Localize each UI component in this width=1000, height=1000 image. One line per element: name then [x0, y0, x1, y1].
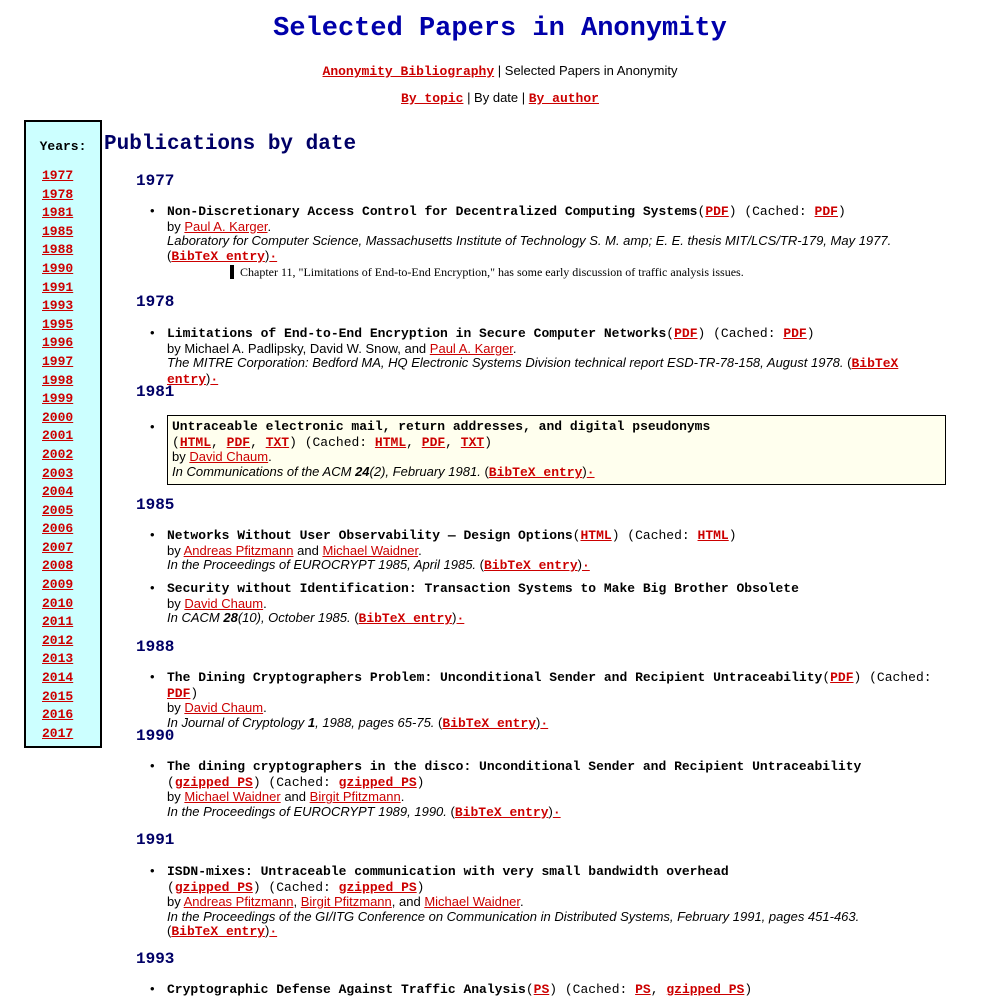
paren: ( [167, 879, 175, 895]
paper-entry [150, 528, 950, 574]
publications-heading: Publications by date [104, 133, 357, 156]
paper-title: The dining cryptographers in the disco: Unconditional Sender and Recipient Untraceability [167, 759, 862, 774]
author-link[interactable]: Birgit Pfitzmann [300, 894, 392, 910]
year-link-1990[interactable]: 1990 [42, 260, 74, 276]
paper-title: Non-Discretionary Access Control for Decentralized Computing Systems [167, 204, 698, 219]
cached-label: ) (Cached: [252, 879, 331, 895]
paper-entry [150, 982, 950, 998]
venue: The MITRE Corporation: Bedford MA, HQ Electronic Systems Division technical report ESD-TR-78-158, August 1978. [167, 355, 844, 371]
bullet: • [150, 669, 155, 684]
year-heading-1991: 1991 [136, 831, 175, 849]
by-label: by [172, 449, 186, 465]
txt-link[interactable]: TXT [265, 434, 290, 450]
period: . [263, 595, 267, 611]
years-heading: Years: [39, 139, 87, 154]
author-link[interactable]: Andreas Pfitzmann [183, 894, 294, 910]
year-link-2011[interactable]: 2011 [42, 614, 74, 630]
author-link[interactable]: Michael Waidner [424, 894, 520, 910]
year-link-1991[interactable]: 1991 [42, 279, 74, 295]
bullet: • [150, 758, 155, 773]
author-link[interactable]: David Chaum [184, 700, 264, 716]
year-link-1978[interactable]: 1978 [42, 186, 74, 202]
volume: 28 [223, 610, 238, 626]
year-link-1993[interactable]: 1993 [42, 298, 74, 314]
year-heading-1988: 1988 [136, 638, 175, 656]
by-date-current: | By date | [467, 90, 526, 105]
venue: Laboratory for Computer Science, Massachusetts Institute of Technology S. M. amp; E. E. thesis MIT/LCS/TR-179, May 1977. [167, 233, 892, 249]
comma: , [250, 434, 258, 450]
paren: ( [572, 528, 581, 543]
year-link-1977[interactable]: 1977 [42, 168, 74, 183]
comma: , [211, 434, 219, 450]
paren: ) [452, 610, 457, 626]
paren: ) [264, 923, 270, 939]
paren: ) [206, 370, 211, 386]
comma: , [650, 982, 659, 997]
comma: , [406, 434, 414, 450]
page-title: Selected Papers in Anonymity [273, 14, 727, 44]
paren: ) [837, 204, 846, 219]
author-link[interactable]: Michael Waidner [184, 789, 281, 805]
anchor-link[interactable]: · [269, 924, 278, 940]
bullet: • [150, 203, 155, 218]
cached-gzipped-ps-link[interactable]: gzipped PS [338, 774, 417, 790]
cached-ps-link[interactable]: PS [635, 982, 651, 997]
cached-label: ) (Cached: [853, 670, 932, 685]
year-link-2013[interactable]: 2013 [42, 651, 74, 667]
year-link-1988[interactable]: 1988 [42, 242, 74, 258]
paper-title: The Dining Cryptographers Problem: Unconditional Sender and Recipient Untraceability [167, 670, 823, 685]
view-nav [0, 90, 1000, 106]
by-author-link[interactable]: By author [528, 91, 599, 106]
year-link-2001[interactable]: 2001 [42, 428, 74, 444]
year-link-list [42, 166, 73, 742]
venue: In the Proceedings of EUROCRYPT 1989, 1990. [167, 803, 447, 819]
year-link-2015[interactable]: 2015 [42, 688, 74, 704]
paren: ( [167, 774, 175, 790]
author-link[interactable]: Andreas Pfitzmann [183, 542, 294, 558]
bibtex-link[interactable]: BibTeX entry [167, 356, 899, 387]
cached-label: ) (Cached: [549, 982, 628, 997]
paren: ( [847, 355, 852, 371]
breadcrumb [0, 63, 1000, 79]
year-link-2014[interactable]: 2014 [42, 670, 74, 686]
cached-label: ) (Cached: [611, 528, 690, 543]
year-link-1999[interactable]: 1999 [42, 391, 74, 407]
venue [167, 715, 434, 730]
period: . [400, 789, 405, 805]
cached-label: ) (Cached: [252, 774, 331, 790]
cached-html-link[interactable]: HTML [374, 434, 407, 450]
paper-entry [150, 415, 950, 485]
venue-text: In Communications of the ACM [172, 463, 352, 479]
paper-title: Limitations of End-to-End Encryption in Secure Computer Networks [167, 326, 667, 341]
bibtex-link[interactable]: BibTeX entry [442, 715, 537, 731]
venue: In the Proceedings of EUROCRYPT 1985, April 1985. [167, 557, 477, 573]
highlighted-paper-box [167, 415, 946, 485]
paren: ) [416, 879, 425, 895]
paren: ( [822, 670, 831, 685]
paren: ) [190, 685, 199, 701]
paren: ( [354, 610, 359, 626]
paper-title: Networks Without User Observability — Design Options [167, 528, 573, 543]
year-link-2016[interactable]: 2016 [42, 707, 74, 723]
years-sidebar [24, 120, 102, 748]
paper-title: Cryptographic Defense Against Traffic Analysis [167, 982, 526, 997]
author-link[interactable]: Paul A. Karger [429, 340, 513, 356]
and-label: and [297, 542, 319, 558]
year-heading-1978: 1978 [136, 293, 175, 311]
year-link-1996[interactable]: 1996 [42, 335, 74, 351]
year-link-1997[interactable]: 1997 [42, 353, 74, 369]
html-link[interactable]: HTML [179, 434, 212, 450]
paper-entry [150, 864, 950, 940]
paren: ( [438, 714, 443, 730]
pdf-link[interactable]: PDF [830, 670, 854, 685]
paren: ( [479, 557, 484, 573]
paper-entry [150, 326, 950, 387]
author-link[interactable]: David Chaum [189, 449, 269, 465]
pdf-link[interactable]: PDF [705, 204, 729, 219]
venue-text: In Journal of Cryptology [167, 714, 305, 730]
year-link-1995[interactable]: 1995 [42, 316, 74, 332]
year-link-2009[interactable]: 2009 [42, 577, 74, 593]
anchor-link[interactable]: · [456, 611, 465, 627]
bibtex-link[interactable]: BibTeX entry [484, 558, 578, 574]
bibtex-link[interactable]: BibTeX entry [171, 248, 265, 264]
pdf-link[interactable]: PDF [674, 326, 698, 341]
anchor-link[interactable]: · [540, 715, 549, 731]
paper-title: Security without Identification: Transaction Systems to Make Big Brother Obsolete [167, 581, 799, 596]
paper-entry [150, 581, 950, 627]
paren: ( [666, 326, 675, 341]
by-label: by [167, 700, 181, 716]
by-label: by [167, 218, 181, 234]
anonymity-bibliography-link[interactable]: Anonymity Bibliography [322, 64, 495, 79]
year-link-2006[interactable]: 2006 [42, 521, 74, 537]
cached-txt-link[interactable]: TXT [460, 434, 485, 450]
paren: ( [167, 247, 172, 263]
bibtex-link[interactable]: BibTeX entry [171, 924, 265, 940]
venue-text: , 1988, pages 65-75. [315, 714, 435, 730]
paren: ) [577, 557, 582, 573]
period: . [519, 894, 524, 910]
year-link-2002[interactable]: 2002 [42, 446, 74, 462]
cached-html-link[interactable]: HTML [697, 528, 729, 543]
anchor-link[interactable]: · [586, 464, 595, 480]
paren: ( [484, 463, 489, 479]
cached-label: ) (Cached: [728, 204, 807, 219]
paren: ) [806, 326, 815, 341]
period: . [267, 218, 272, 234]
breadcrumb-current: | Selected Papers in Anonymity [497, 63, 678, 78]
paren: ) [744, 982, 753, 997]
venue-text: (10), October 1985. [237, 610, 351, 626]
paper-entry [150, 670, 950, 731]
comma: , [445, 434, 453, 450]
paren: ) [484, 434, 493, 450]
cached-gzipped-ps-link[interactable]: gzipped PS [666, 982, 745, 997]
and-label: and [284, 789, 307, 805]
author-link[interactable]: David Chaum [184, 595, 264, 611]
pdf-link[interactable]: PDF [226, 434, 251, 450]
paper-entry [150, 759, 950, 820]
ps-link[interactable]: PS [533, 982, 550, 997]
bullet: • [150, 325, 155, 340]
year-heading-1981: 1981 [136, 383, 175, 401]
anchor-link[interactable]: · [581, 558, 590, 574]
year-link-2010[interactable]: 2010 [42, 595, 74, 611]
paper-note: Chapter 11, "Limitations of End-to-End Encryption," has some early discussion of traffic analysis issues. [230, 265, 744, 279]
author-link[interactable]: Paul A. Karger [184, 218, 268, 234]
venue-text: (2), February 1981. [369, 463, 481, 479]
year-link-1985[interactable]: 1985 [42, 223, 74, 239]
period: . [268, 449, 272, 465]
by-label: by [167, 542, 181, 558]
gzipped-ps-link[interactable]: gzipped PS [174, 774, 253, 790]
comma: , [293, 894, 298, 910]
bullet: • [150, 527, 155, 542]
paren: ) [728, 528, 737, 543]
by-label: by [167, 894, 181, 910]
paren: ( [525, 982, 534, 997]
gzipped-ps-link[interactable]: gzipped PS [174, 879, 253, 895]
author-link[interactable]: Birgit Pfitzmann [309, 789, 401, 805]
and-label: , and [391, 894, 421, 910]
volume: 1 [307, 714, 316, 730]
bibtex-link[interactable]: BibTeX entry [358, 611, 453, 627]
year-link-2008[interactable]: 2008 [42, 558, 74, 574]
paper-title: ISDN-mixes: Untraceable communication with very small bandwidth overhead [167, 864, 729, 879]
year-link-2017[interactable]: 2017 [42, 725, 74, 741]
year-link-2004[interactable]: 2004 [42, 484, 74, 500]
cached-label: ) (Cached: [697, 326, 776, 341]
paper-entry [150, 204, 950, 264]
html-link[interactable]: HTML [580, 528, 612, 543]
year-link-2005[interactable]: 2005 [42, 502, 74, 518]
year-heading-1993: 1993 [136, 950, 175, 968]
paren: ) [536, 714, 541, 730]
by-topic-link[interactable]: By topic [401, 91, 464, 106]
paper-title: Untraceable electronic mail, return addresses, and digital pseudonyms [172, 419, 711, 434]
bullet: • [150, 419, 155, 434]
volume: 24 [355, 463, 370, 479]
venue [172, 464, 481, 479]
cached-label: ) (Cached: [289, 434, 368, 450]
cached-pdf-link[interactable]: PDF [167, 685, 191, 701]
venue [167, 610, 351, 625]
cached-gzipped-ps-link[interactable]: gzipped PS [338, 879, 417, 895]
by-label: by [167, 789, 181, 805]
year-link-2012[interactable]: 2012 [42, 632, 74, 648]
bullet: • [150, 863, 155, 878]
year-link-2007[interactable]: 2007 [42, 539, 74, 555]
paren: ( [697, 204, 706, 219]
by-label: by [167, 595, 181, 611]
year-link-1998[interactable]: 1998 [42, 372, 74, 388]
year-link-2000[interactable]: 2000 [42, 409, 74, 425]
cached-pdf-link[interactable]: PDF [783, 326, 807, 341]
cached-pdf-link[interactable]: PDF [814, 204, 838, 219]
bibtex-link[interactable]: BibTeX entry [488, 464, 583, 480]
paren: ( [172, 434, 180, 450]
year-heading-1985: 1985 [136, 496, 175, 514]
period: . [418, 542, 422, 558]
paren: ) [582, 463, 587, 479]
bullet: • [150, 580, 155, 595]
paren: ) [416, 774, 425, 790]
anchor-link[interactable]: · [552, 804, 561, 820]
bullet: • [150, 981, 155, 996]
year-link-1981[interactable]: 1981 [42, 205, 74, 221]
period: . [512, 340, 517, 356]
paren: ) [264, 247, 270, 263]
by-label: by Michael A. Padlipsky, David W. Snow, and [167, 340, 427, 356]
period: . [263, 700, 267, 716]
paren: ( [167, 923, 172, 939]
venue-text: In CACM [167, 610, 220, 626]
year-heading-1990: 1990 [136, 727, 175, 745]
anchor-link[interactable]: · [210, 371, 219, 387]
cached-pdf-link[interactable]: PDF [421, 434, 446, 450]
venue: In the Proceedings of the GI/ITG Conference on Communication in Distributed Systems, February 1991, pages 451-463. [167, 908, 860, 924]
anchor-link[interactable]: · [269, 248, 278, 264]
year-heading-1977: 1977 [136, 172, 175, 190]
year-link-2003[interactable]: 2003 [42, 465, 74, 481]
author-link[interactable]: Michael Waidner [322, 542, 419, 558]
paren: ( [450, 803, 455, 819]
bibtex-link[interactable]: BibTeX entry [454, 804, 549, 820]
paren: ) [548, 803, 553, 819]
